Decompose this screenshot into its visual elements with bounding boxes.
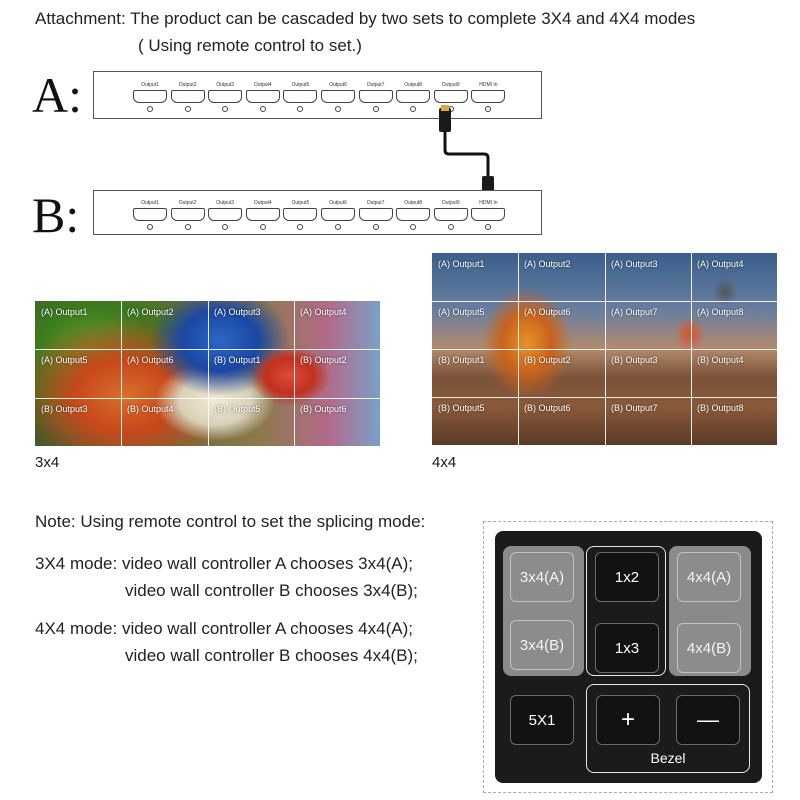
- port-10: [470, 199, 506, 230]
- wall-cell-label: (B) Output1: [438, 355, 485, 365]
- led-icon: [260, 106, 266, 112]
- btn-3x4-b[interactable]: 3x4(B): [510, 620, 574, 670]
- port-label: Output5: [291, 82, 310, 88]
- port-5: [282, 81, 318, 112]
- port-label: Output8: [404, 82, 423, 88]
- wall-cell-label: (A) Output5: [438, 307, 485, 317]
- led-icon: [297, 224, 303, 230]
- wall-cell-label: (B) Output3: [611, 355, 658, 365]
- port-4: [245, 81, 281, 112]
- grid-line: [121, 301, 122, 446]
- wall-cell-label: (A) Output4: [697, 259, 744, 269]
- led-icon: [147, 106, 153, 112]
- grid-line: [35, 398, 380, 399]
- grid-line: [432, 349, 777, 350]
- port-3: [207, 81, 243, 112]
- led-icon: [222, 106, 228, 112]
- port-8: [395, 199, 431, 230]
- grid-line: [208, 301, 209, 446]
- wall-4x4-caption: 4x4: [432, 454, 457, 471]
- port-2: [170, 81, 206, 112]
- wall-cell-label: (B) Output5: [214, 404, 261, 414]
- port-4: [245, 199, 281, 230]
- wall-cell-label: (A) Output6: [524, 307, 571, 317]
- port-3: [207, 199, 243, 230]
- port-label: Output3: [216, 200, 235, 206]
- btn-4x4-a[interactable]: 4x4(A): [677, 552, 741, 602]
- hdmi-port-icon: [133, 90, 167, 103]
- wall-cell-label: (B) Output3: [41, 404, 88, 414]
- port-6: [320, 199, 356, 230]
- wall-cell-label: (A) Output1: [41, 307, 88, 317]
- wall-cell-label: (A) Output3: [611, 259, 658, 269]
- port-label: Output1: [141, 200, 159, 206]
- led-icon: [147, 224, 153, 230]
- header-line-1: Attachment: The product can be cascaded by two sets to complete 3X4 and 4X4 modes: [35, 9, 696, 28]
- hdmi-port-icon: [171, 90, 205, 103]
- wall-cell-label: (B) Output8: [697, 403, 744, 413]
- wall-cell-label: (B) Output4: [697, 355, 744, 365]
- hdmi-port-icon: [283, 90, 317, 103]
- port-5: [282, 199, 318, 230]
- hdmi-port-icon: [246, 90, 280, 103]
- wall-cell-label: (A) Output7: [611, 307, 658, 317]
- btn-5x1[interactable]: 5X1: [510, 695, 574, 745]
- note-4x4-a: 4X4 mode: video wall controller A chooses 4x4(A);: [35, 619, 413, 638]
- wall-cell-label: (A) Output6: [127, 355, 174, 365]
- port-6: [320, 81, 356, 112]
- port-7: [358, 199, 394, 230]
- led-icon: [185, 106, 191, 112]
- led-icon: [335, 224, 341, 230]
- grid-line: [432, 397, 777, 398]
- port-label: Output2: [178, 200, 197, 206]
- grid-line: [432, 301, 777, 302]
- led-icon: [297, 106, 303, 112]
- wall-cell-label: (B) Output7: [611, 403, 658, 413]
- port-1: [132, 199, 168, 230]
- hdmi-port-icon: [171, 208, 205, 221]
- port-label: Output3: [216, 82, 235, 88]
- wall-3x4-image: [35, 301, 380, 446]
- port-label: Output6: [329, 82, 347, 88]
- hdmi-port-icon: [396, 90, 430, 103]
- wall-cell-label: (A) Output4: [300, 307, 347, 317]
- port-label: Output8: [404, 200, 423, 206]
- btn-1x2[interactable]: 1x2: [595, 552, 659, 602]
- btn-bezel-minus[interactable]: —: [676, 695, 740, 745]
- hdmi-port-icon: [359, 90, 393, 103]
- wall-cell-label: (B) Output2: [300, 355, 347, 365]
- led-icon: [485, 224, 491, 230]
- port-label: Output7: [366, 200, 385, 206]
- wall-cell-label: (A) Output5: [41, 355, 88, 365]
- hdmi-port-icon: [133, 208, 167, 221]
- hdmi-port-icon: [434, 208, 468, 221]
- wall-cell-label: (B) Output6: [300, 404, 347, 414]
- wall-cell-label: (A) Output2: [524, 259, 571, 269]
- port-8: [395, 81, 431, 112]
- wall-cell-label: (A) Output2: [127, 307, 174, 317]
- hdmi-port-icon: [471, 208, 505, 221]
- port-label: Output9: [441, 200, 460, 206]
- hdmi-plug-top: [439, 108, 451, 132]
- wall-cell-label: (B) Output1: [214, 355, 261, 365]
- hdmi-port-icon: [396, 208, 430, 221]
- btn-bezel-plus[interactable]: +: [596, 695, 660, 745]
- grid-line: [294, 301, 295, 446]
- header-line-2: ( Using remote control to set.): [138, 36, 362, 55]
- led-icon: [448, 224, 454, 230]
- bezel-label: Bezel: [650, 750, 686, 766]
- led-icon: [260, 224, 266, 230]
- wall-4x4-image: [432, 253, 777, 445]
- note-3x4-b: video wall controller B chooses 3x4(B);: [125, 581, 418, 600]
- port-label: Output4: [253, 200, 272, 206]
- port-label: Output4: [253, 82, 272, 88]
- port-label: Output9: [441, 82, 460, 88]
- port-label: Output5: [291, 200, 310, 206]
- note-3x4-a: 3X4 mode: video wall controller A chooses 3x4(A);: [35, 554, 413, 573]
- grid-line: [35, 349, 380, 350]
- led-icon: [410, 224, 416, 230]
- port-label: Output7: [366, 82, 385, 88]
- wall-cell-label: (B) Output4: [127, 404, 174, 414]
- led-icon: [373, 224, 379, 230]
- wall-cell-label: (A) Output3: [214, 307, 261, 317]
- led-icon: [335, 106, 341, 112]
- port-label: Output2: [178, 82, 197, 88]
- wall-cell-label: (B) Output5: [438, 403, 485, 413]
- wall-cell-label: (B) Output2: [524, 355, 571, 365]
- hdmi-port-icon: [208, 208, 242, 221]
- note-4x4-b: video wall controller B chooses 4x4(B);: [125, 646, 418, 665]
- hdmi-port-icon: [283, 208, 317, 221]
- btn-1x3[interactable]: 1x3: [595, 623, 659, 673]
- port-7: [358, 81, 394, 112]
- port-9: [433, 199, 469, 230]
- port-label: Output6: [329, 200, 347, 206]
- device-b-letter: B:: [32, 187, 80, 243]
- hdmi-port-icon: [321, 208, 355, 221]
- btn-3x4-a[interactable]: 3x4(A): [510, 552, 574, 602]
- wall-cell-label: (A) Output1: [438, 259, 485, 269]
- hdmi-port-icon: [246, 208, 280, 221]
- hdmi-port-icon: [208, 90, 242, 103]
- led-icon: [222, 224, 228, 230]
- port-label: HDMI In: [479, 200, 498, 206]
- led-icon: [410, 106, 416, 112]
- device-a-letter: A:: [32, 67, 82, 123]
- note-title: Note: Using remote control to set the splicing mode:: [35, 512, 426, 531]
- port-label: HDMI In: [479, 82, 498, 88]
- wall-cell-label: (B) Output6: [524, 403, 571, 413]
- hdmi-port-icon: [321, 90, 355, 103]
- port-label: Output1: [141, 82, 159, 88]
- wall-cell-label: (A) Output8: [697, 307, 744, 317]
- hdmi-plug-top-tip: [441, 105, 449, 111]
- port-2: [170, 199, 206, 230]
- btn-4x4-b[interactable]: 4x4(B): [677, 623, 741, 673]
- device-b-panel: [93, 190, 542, 235]
- port-1: [132, 81, 168, 112]
- led-icon: [373, 106, 379, 112]
- hdmi-port-icon: [359, 208, 393, 221]
- led-icon: [185, 224, 191, 230]
- wall-3x4-caption: 3x4: [35, 454, 60, 471]
